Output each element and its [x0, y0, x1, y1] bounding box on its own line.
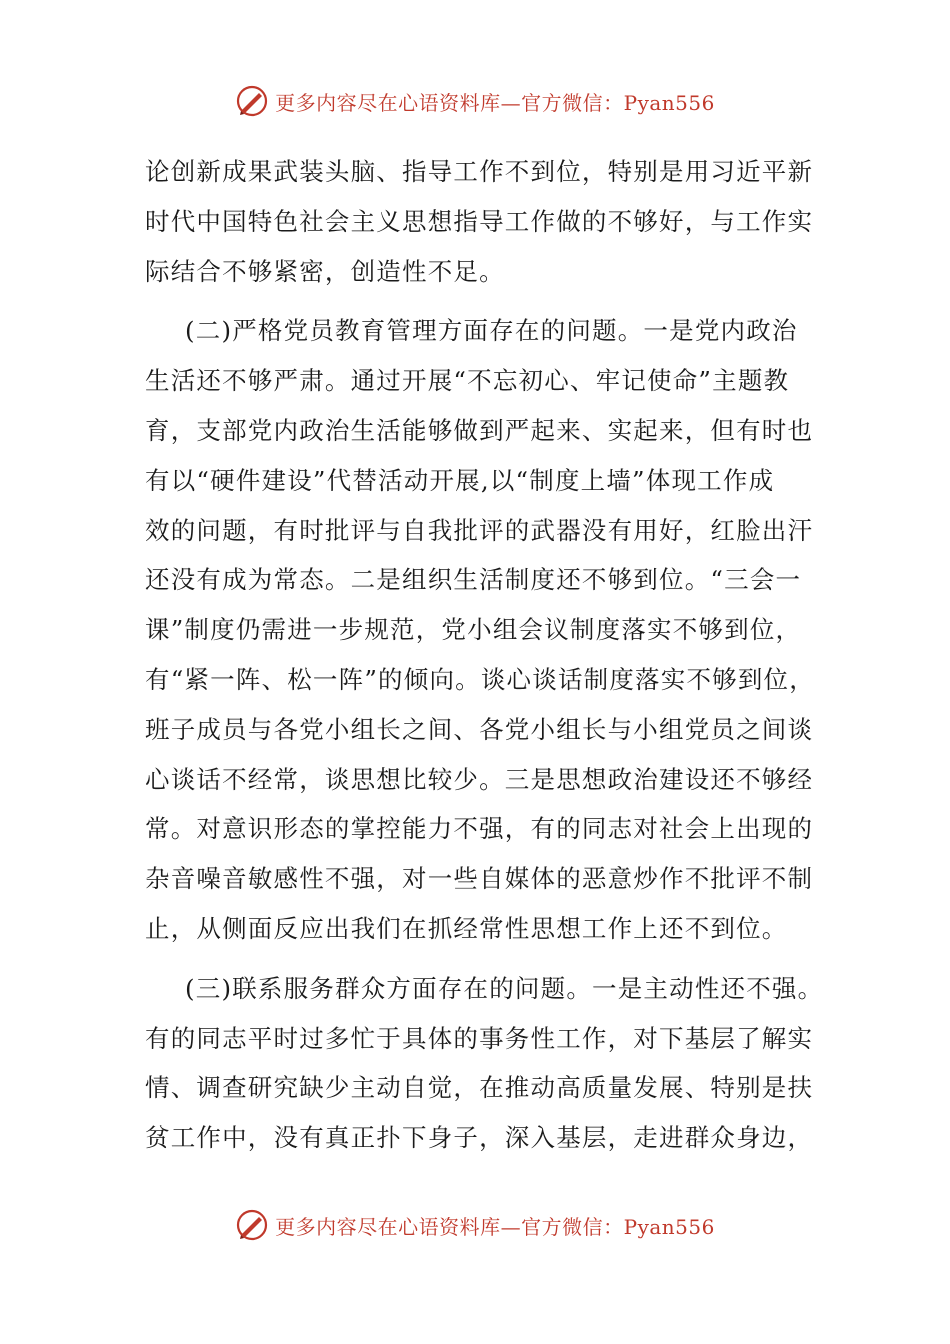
text-line: 际结合不够紧密，创造性不足。: [145, 256, 505, 286]
paragraph-3: [145, 964, 824, 1163]
text-line: 课”制度仍需进一步规范，党小组会议制度落实不够到位，: [145, 615, 802, 645]
text-line: 效的问题，有时批评与自我批评的武器没有用好，红脸出汗: [145, 515, 814, 545]
text-line: (二)严格党员教育管理方面存在的问题。一是党内政治: [185, 316, 798, 346]
header-watermark: [0, 84, 950, 118]
text-line: 杂音噪音敏感性不强，对一些自媒体的恶意炒作不批评不制: [145, 864, 814, 894]
footer-watermark: [0, 1208, 950, 1242]
paragraph-1: [145, 147, 814, 296]
watermark-text: 更多内容尽在心语资料库—官方微信：Pyan556: [275, 90, 715, 115]
text-line: 有的同志平时过多忙于具体的事务性工作，对下基层了解实: [145, 1023, 814, 1053]
text-line: 常。对意识形态的掌控能力不强，有的同志对社会上出现的: [145, 814, 814, 844]
text-line: 生活还不够严肃。通过开展“不忘初心、牢记使命”主题教: [145, 366, 790, 396]
text-line: 还没有成为常态。二是组织生活制度还不够到位。“三会一: [145, 565, 802, 595]
watermark-text: 更多内容尽在心语资料库—官方微信：Pyan556: [275, 1214, 715, 1239]
pen-logo-icon: [235, 84, 269, 118]
text-line: 止，从侧面反应出我们在抓经常性思想工作上还不到位。: [145, 913, 788, 943]
text-line: 有“紧一阵、松一阵”的倾向。谈心谈话制度落实不够到位，: [145, 664, 815, 694]
text-line: (三)联系服务群众方面存在的问题。一是主动性还不强。: [185, 973, 824, 1003]
text-line: 贫工作中，没有真正扑下身子，深入基层，走进群众身边，: [145, 1123, 814, 1153]
text-line: 时代中国特色社会主义思想指导工作做的不够好，与工作实: [145, 206, 814, 236]
text-line: 论创新成果武装头脑、指导工作不到位，特别是用习近平新: [145, 157, 814, 186]
text-line: 有以“硬件建设”代替活动开展,以“制度上墙”体现工作成: [145, 465, 775, 495]
text-line: 情、调查研究缺少主动自觉，在推动高质量发展、特别是扶: [145, 1073, 814, 1103]
text-line: 班子成员与各党小组长之间、各党小组长与小组党员之间谈: [145, 714, 814, 744]
text-line: 育，支部党内政治生活能够做到严起来、实起来，但有时也: [145, 415, 814, 445]
pen-logo-icon: [235, 1208, 269, 1242]
paragraph-2: [145, 306, 815, 953]
text-line: 心谈话不经常，谈思想比较少。三是思想政治建设还不够经: [145, 764, 814, 794]
document-body: [145, 147, 824, 1163]
